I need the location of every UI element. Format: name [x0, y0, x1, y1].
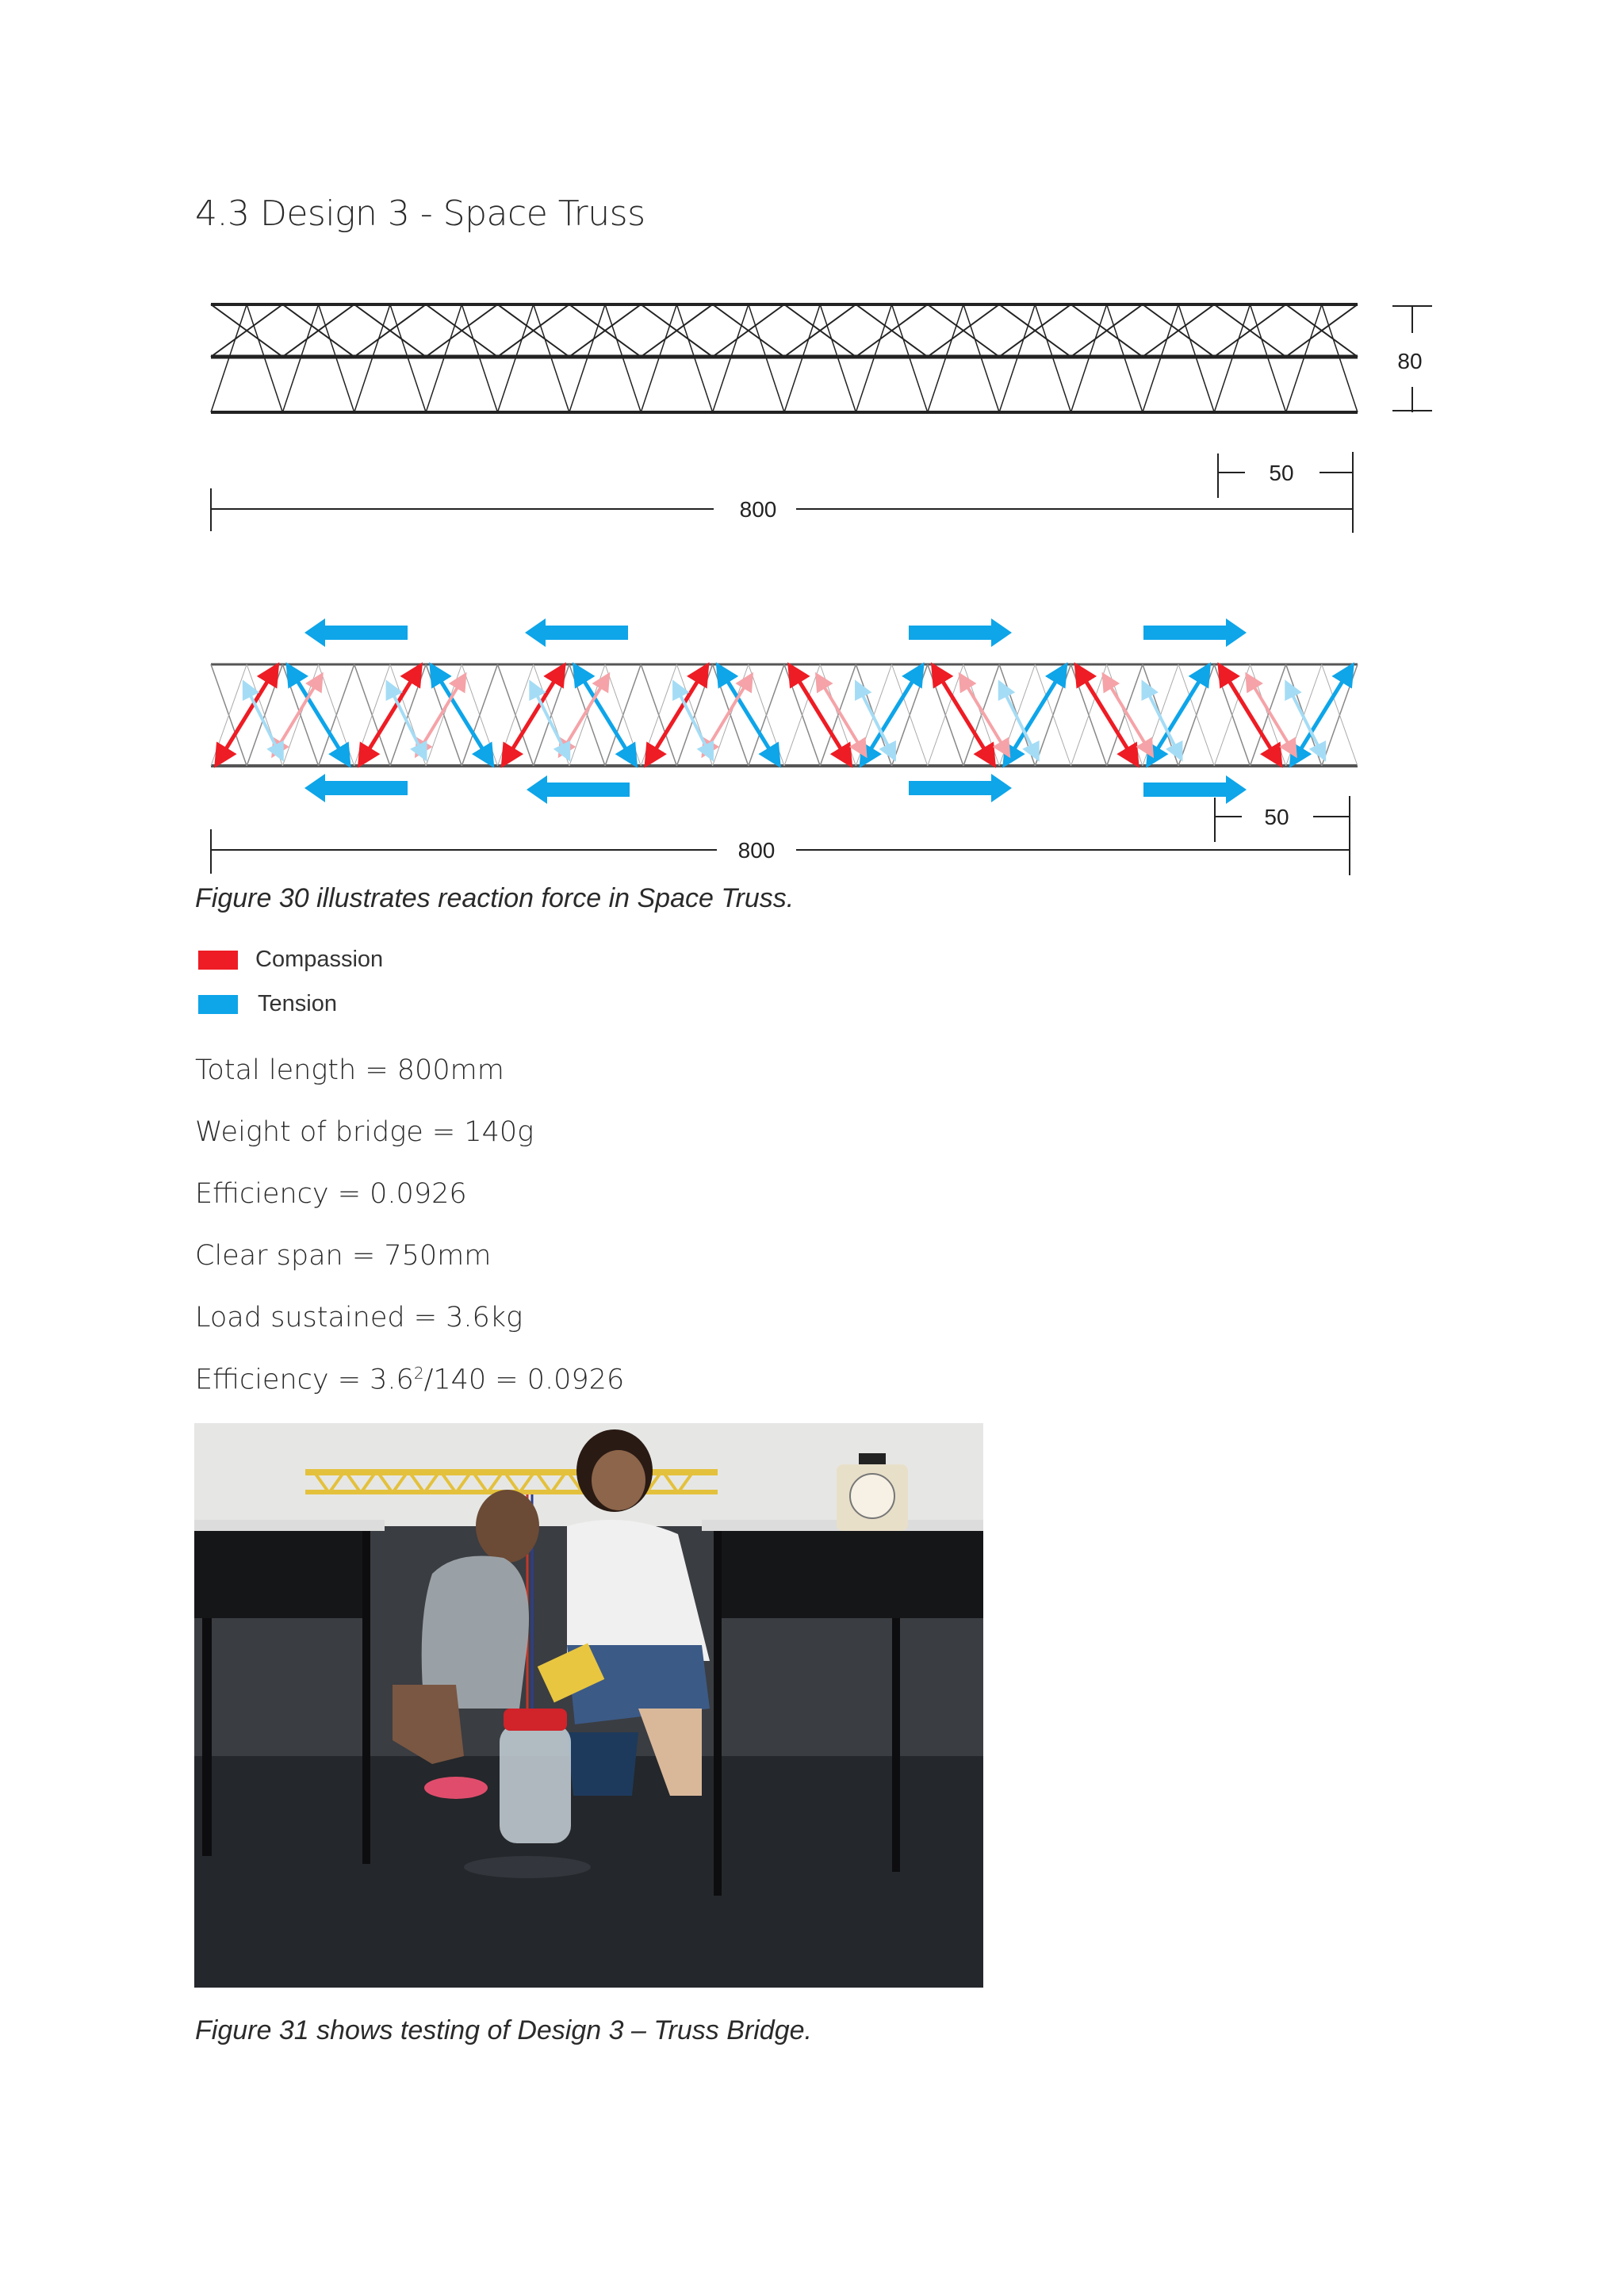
spec-load: Load sustained = 3.6kg — [195, 1302, 523, 1334]
legend-item-tension — [198, 991, 337, 1017]
formula-exponent: 2 — [413, 1364, 424, 1383]
total-dimension-bottom-label: 800 — [737, 838, 776, 863]
spec-clear-span: Clear span = 750mm — [195, 1240, 492, 1272]
formula-suffix: /140 = 0.0926 — [423, 1364, 625, 1396]
axial-force-arrow — [304, 774, 408, 802]
tension-member-secondary — [534, 688, 566, 753]
axial-force-arrow — [1143, 618, 1247, 647]
legend-swatch-red — [198, 951, 238, 970]
axial-force-arrow — [909, 774, 1012, 802]
compression-member-secondary — [419, 680, 462, 750]
axial-force-arrow — [525, 618, 628, 647]
legend-item-compression — [198, 947, 383, 973]
compression-member-secondary — [1107, 680, 1149, 750]
legend-label: Compassion — [255, 947, 384, 972]
figure30-caption: Figure 30 illustrates reaction force in Space Truss. — [195, 883, 795, 913]
axial-force-arrow — [304, 618, 408, 647]
total-dimension-bottom — [211, 829, 1350, 874]
axial-force-arrow — [527, 775, 630, 804]
module-dimension-top-label: 50 — [1269, 461, 1294, 485]
compression-member-secondary — [820, 680, 862, 750]
spec-weight: Weight of bridge = 140g — [195, 1116, 534, 1148]
compression-member-secondary — [276, 680, 318, 750]
tension-member-secondary — [676, 688, 709, 753]
compression-member-secondary — [1250, 680, 1292, 750]
tension-member-secondary — [247, 688, 279, 753]
tension-member-secondary — [390, 688, 423, 753]
compression-member-secondary — [707, 680, 749, 750]
compression-member-secondary — [563, 680, 605, 750]
total-dimension-top — [211, 488, 1353, 531]
spec-total-length: Total length = 800mm — [195, 1054, 504, 1086]
formula-prefix: Efficiency = 3.6 — [195, 1364, 414, 1396]
truss-force-diagram — [211, 664, 1358, 766]
axial-force-arrow — [909, 618, 1012, 647]
bridge-test-photo — [194, 1423, 983, 1988]
force-arrows-top — [304, 618, 1247, 647]
force-arrows-bottom — [304, 774, 1247, 804]
legend-swatch-blue — [198, 995, 238, 1014]
height-dimension-label: 80 — [1397, 349, 1423, 373]
spec-efficiency-formula — [195, 1364, 624, 1396]
truss-elevation — [211, 304, 1358, 412]
total-dimension-top-label: 800 — [739, 497, 777, 522]
spec-efficiency: Efficiency = 0.0926 — [195, 1178, 467, 1210]
truss-diagram — [0, 0, 1624, 904]
compression-member-secondary — [963, 680, 1005, 750]
axial-force-arrow — [1143, 775, 1247, 804]
legend-label: Tension — [258, 991, 337, 1016]
section-heading: 4.3 Design 3 - Space Truss — [195, 193, 645, 234]
figure31-caption: Figure 31 shows testing of Design 3 – Truss Bridge. — [195, 2015, 812, 2045]
module-dimension-bottom-label: 50 — [1264, 805, 1289, 829]
